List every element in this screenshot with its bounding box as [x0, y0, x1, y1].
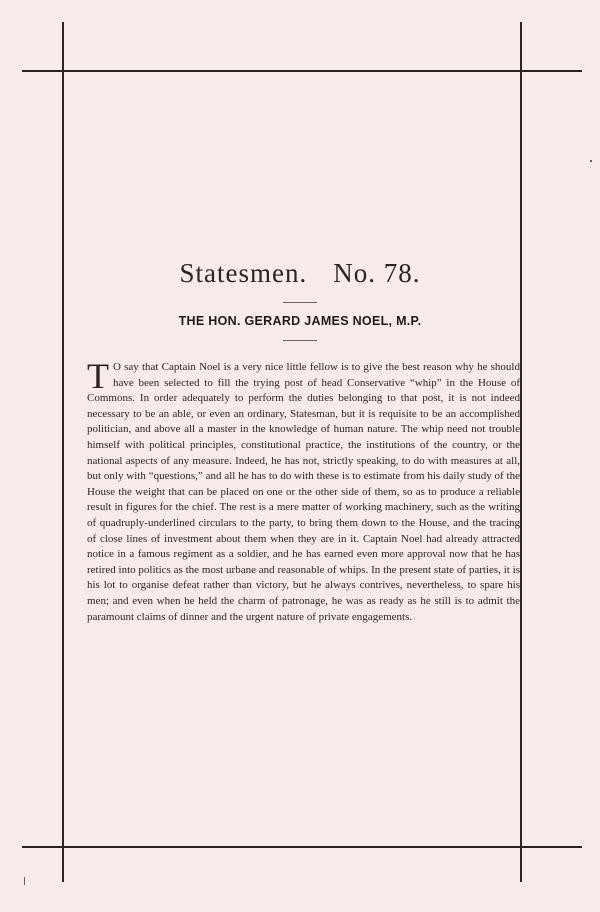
series-title: Statesmen. — [179, 258, 308, 288]
margin-mark — [24, 877, 25, 885]
article-body — [87, 356, 520, 625]
title-divider — [283, 302, 317, 303]
left-border-rule — [62, 22, 64, 882]
drop-cap: T — [87, 356, 109, 396]
subtitle-divider — [283, 340, 317, 341]
bottom-border-rule — [22, 846, 582, 848]
page-title — [0, 258, 600, 289]
right-border-rule — [520, 22, 522, 882]
top-border-rule — [22, 70, 582, 72]
article-text: O say that Captain Noel is a very nice little fellow is to give the best reason why he should have been selected to fill the trying post of head Conservative “whip” in the House of Commons. In order adequately to perform the duties belonging to that post, it is not indeed necessary to be an able, or even an ordinary, Statesman, but it is requisite to be an accomplished politician, and above all a master in the knowledge of human nature. The whip need not trouble himself with political principles, constitutional practice, the institutions of the country, or the national aspects of any measure. Indeed, he has not, strictly speaking, to do with measures at all, but only with “questions,” and all he has to do with these is to estimate from his daily study of the House the weight that can be placed on one or the other side of them, so as to produce a reliable result in figures for the chief. The rest is a mere matter of working machinery, such as the writing of quadruply-underlined circulars to the party, to bring them down to the House, and the tracing of close lines of investment about them when they are in it. Captain Noel had already attracted notice in a famous regiment as a soldier, and he has earned even more approval now that he has retired into politics as the most urbane and reasonable of whips. In the present state of parties, it is his lot to organise defeat rather than victory, but he always contrives, nevertheless, to spare his men; and even when he held the charm of patronage, he was as ready as he still is to admit the paramount claims of dinner and the urgent nature of private engagements. — [87, 361, 520, 623]
subject-name: THE HON. GERARD JAMES NOEL, M.P. — [178, 314, 422, 328]
series-number: No. 78. — [333, 258, 421, 288]
margin-mark — [590, 160, 592, 162]
